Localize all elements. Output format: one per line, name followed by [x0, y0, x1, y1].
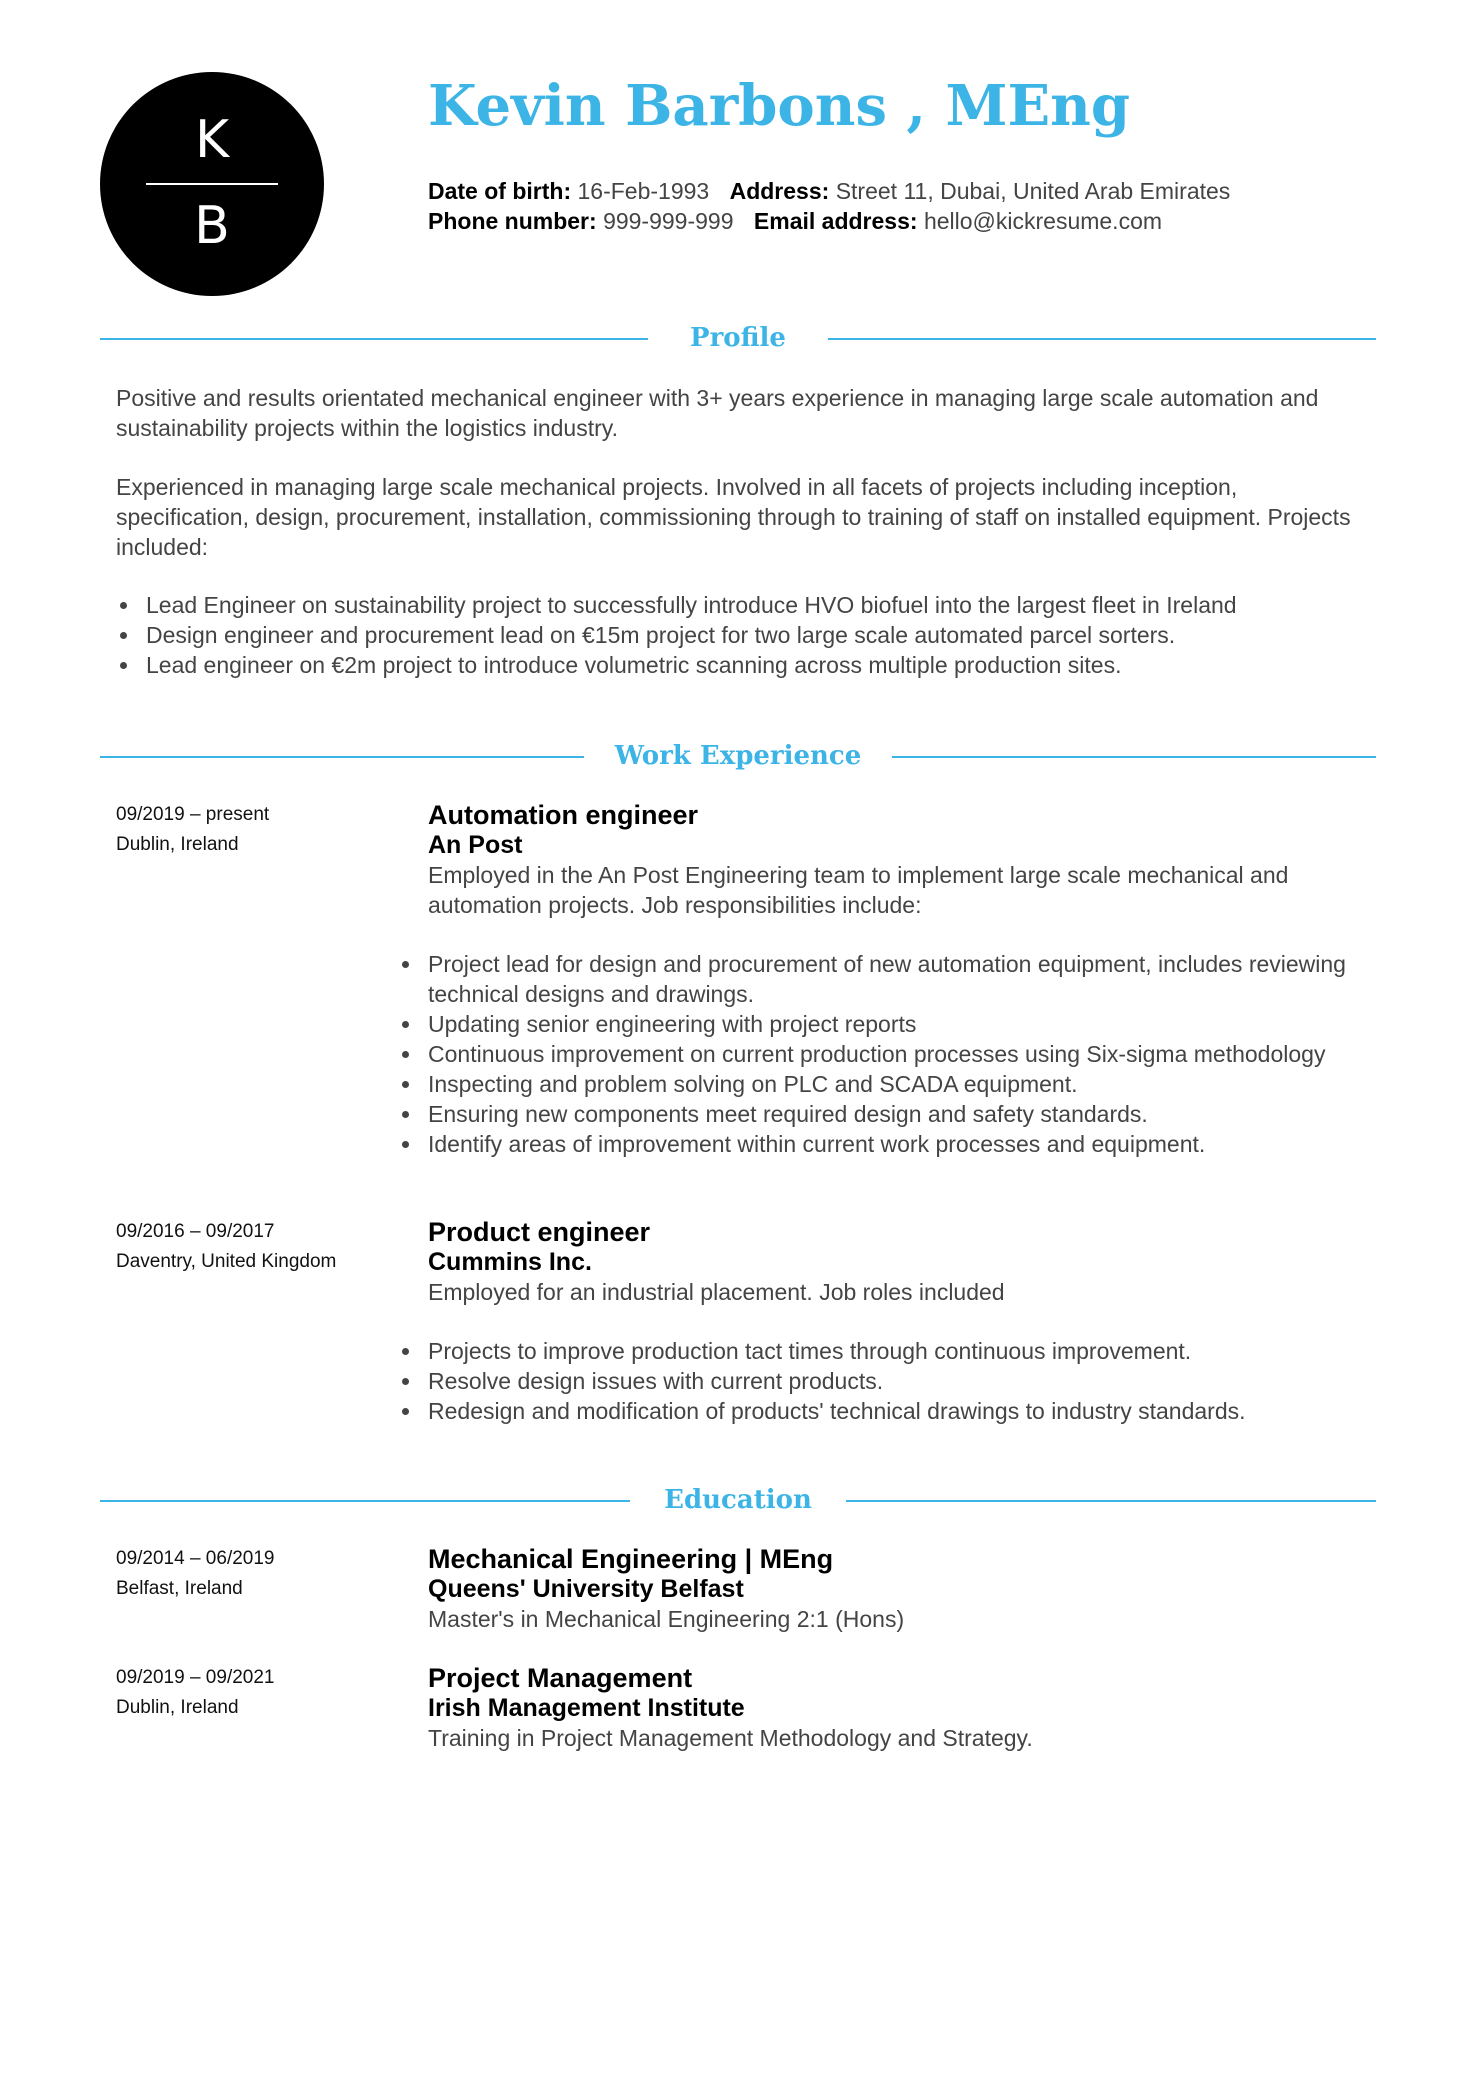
- candidate-name: Kevin Barbons , MEng: [428, 73, 1130, 139]
- education-dates: 09/2019 – 09/2021: [116, 1667, 275, 1688]
- list-item: Updating senior engineering with project reports: [398, 1009, 1348, 1039]
- education-dates: 09/2014 – 06/2019: [116, 1548, 275, 1569]
- education-school: Queens' University Belfast: [428, 1575, 744, 1603]
- monogram-divider: [146, 183, 278, 185]
- job-location: Dublin, Ireland: [116, 834, 239, 855]
- education-school: Irish Management Institute: [428, 1694, 745, 1722]
- profile-paragraph-1: Positive and results orientated mechanical engineer with 3+ years experience in managing large scale automation and sustainability projects within the logistics industry.: [116, 385, 1319, 441]
- job-summary: Employed for an industrial placement. Job roles included: [428, 1279, 1005, 1305]
- work-heading: [100, 736, 1376, 776]
- job-dates: 09/2019 – present: [116, 804, 270, 825]
- monogram-initial-top: K: [194, 110, 230, 170]
- dob-value: 16-Feb-1993: [577, 178, 710, 204]
- list-item: Inspecting and problem solving on PLC and SCADA equipment.: [398, 1069, 1348, 1099]
- list-item: Projects to improve production tact times through continuous improvement.: [398, 1336, 1348, 1366]
- job-company: Cummins Inc.: [428, 1248, 592, 1276]
- job-summary: Employed in the An Post Engineering team to implement large scale mechanical and automation projects. Job responsibilities include:: [428, 862, 1289, 918]
- education-heading: [100, 1480, 1376, 1520]
- education-location: Dublin, Ireland: [116, 1697, 239, 1718]
- education-description: Training in Project Management Methodology and Strategy.: [428, 1725, 1033, 1751]
- list-item: Continuous improvement on current production processes using Six-sigma methodology: [398, 1039, 1348, 1069]
- address-value: Street 11, Dubai, United Arab Emirates: [835, 178, 1231, 204]
- list-item: Lead engineer on €2m project to introduce volumetric scanning across multiple production sites.: [116, 650, 1376, 680]
- education-description: Master's in Mechanical Engineering 2:1 (Hons): [428, 1606, 905, 1632]
- dob-label: Date of birth:: [428, 178, 572, 204]
- education-heading-title: Education: [664, 1485, 812, 1515]
- job-responsibilities-list: [398, 949, 1348, 1159]
- list-item: Redesign and modification of products' technical drawings to industry standards.: [398, 1396, 1348, 1426]
- email-label: Email address:: [753, 208, 918, 234]
- list-item: Resolve design issues with current products.: [398, 1366, 1348, 1396]
- phone-label: Phone number:: [428, 208, 597, 234]
- list-item: Lead Engineer on sustainability project to successfully introduce HVO biofuel into the largest fleet in Ireland: [116, 590, 1376, 620]
- list-item: Identify areas of improvement within current work processes and equipment.: [398, 1129, 1348, 1159]
- job-company: An Post: [428, 831, 523, 859]
- list-item: Project lead for design and procurement of new automation equipment, includes reviewing technical designs and drawings.: [398, 949, 1348, 1009]
- job-dates: 09/2016 – 09/2017: [116, 1221, 275, 1242]
- job-responsibilities-list: [398, 1336, 1348, 1426]
- education-title: Mechanical Engineering | MEng: [428, 1544, 834, 1574]
- education-title: Project Management: [428, 1663, 693, 1693]
- monogram-initial-bottom: B: [194, 196, 230, 256]
- work-heading-title: Work Experience: [614, 741, 862, 771]
- list-item: Ensuring new components meet required design and safety standards.: [398, 1099, 1348, 1129]
- job-title: Product engineer: [428, 1217, 651, 1247]
- list-item: Design engineer and procurement lead on €15m project for two large scale automated parcel sorters.: [116, 620, 1376, 650]
- job-location: Daventry, United Kingdom: [116, 1251, 337, 1272]
- email-value[interactable]: hello@kickresume.com: [923, 208, 1163, 234]
- address-label: Address:: [729, 178, 830, 204]
- monogram-avatar: [100, 72, 324, 296]
- profile-heading: [100, 318, 1376, 358]
- profile-paragraph-2: Experienced in managing large scale mechanical projects. Involved in all facets of projects including inception, specification, design, procurement, installation, commissioning through to training of staff on installed equipment. Projects included:: [116, 474, 1351, 560]
- phone-value: 999-999-999: [603, 208, 734, 234]
- contact-line-1: [428, 176, 1230, 206]
- contact-line-2: [428, 206, 1162, 236]
- education-location: Belfast, Ireland: [116, 1578, 243, 1599]
- profile-projects-list: [116, 590, 1376, 680]
- profile-heading-title: Profile: [690, 323, 786, 353]
- job-title: Automation engineer: [428, 800, 699, 830]
